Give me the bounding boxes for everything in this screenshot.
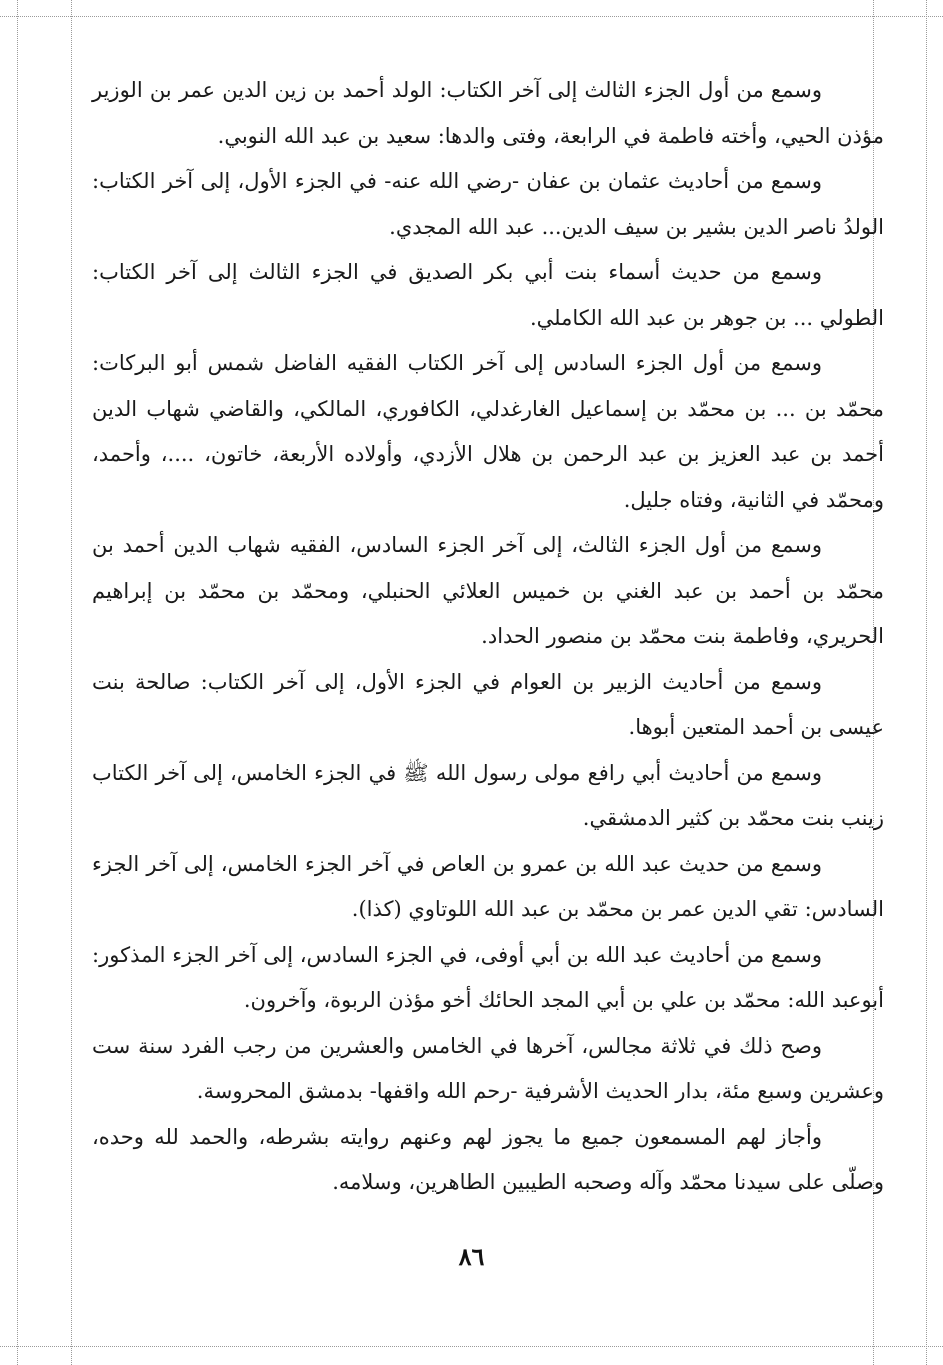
paragraph: وسمع من أول الجزء الثالث إلى آخر الكتاب: الولد أحمد بن زين الدين عمر بن الوزير مؤذن الحيي، وأخته فاطمة في الرابعة، وفتى والدها: سعيد بن عبد الله النوبي. — [92, 78, 884, 148]
paragraph: وسمع من أول الجزء الثالث، إلى آخر الجزء السادس، الفقيه شهاب الدين أحمد بن محمّد بن أحمد بن عبد الغني بن خميس العلائي الحنبلي، ومحمّد بن محمّد بن إبراهيم الحريري، وفاطمة بنت محمّد بن منصور الحداد. — [92, 533, 884, 648]
scan-guide-line — [17, 0, 18, 1365]
page-number: ٨٦ — [458, 1242, 485, 1271]
paragraph: وسمع من أحاديث عبد الله بن أبي أوفى، في الجزء السادس، إلى آخر الجزء المذكور: أبوعبد الله: محمّد بن علي بن أبي المجد الحائك أخو مؤذن الربوة، وآخرون. — [92, 942, 884, 1012]
paragraph: وسمع من أحاديث أبي رافع مولى رسول الله ﷺ في الجزء الخامس، إلى آخر الكتاب زينب بنت محمّد بن كثير الدمشقي. — [92, 760, 884, 830]
paragraph: وسمع من أحاديث الزبير بن العوام في الجزء الأول، إلى آخر الكتاب: صالحة بنت عيسى بن أحمد المتعين أبوها. — [92, 669, 884, 739]
scan-guide-line — [71, 0, 72, 1365]
paragraph: وسمع من أول الجزء السادس إلى آخر الكتاب الفقيه الفاضل شمس أبو البركات: محمّد بن ... بن محمّد بن إسماعيل الغارغدلي، الكافوري، المالكي، والقاضي شهاب الدين أحمد بن عبد العزيز بن عبد الرحمن بن هلال الأزدي، وأولاده الأربعة، خاتون، ....، وأحمد، ومحمّد في الثانية، وفتاه جليل. — [92, 351, 884, 512]
scan-guide-line — [926, 0, 927, 1365]
scan-guide-line — [0, 1346, 943, 1347]
paragraph: وسمع من حديث عبد الله بن عمرو بن العاص في آخر الجزء الخامس، إلى آخر الجزء السادس: تقي الدين عمر بن محمّد بن عبد الله اللوتاوي (كذا). — [92, 851, 884, 921]
paragraph: وصح ذلك في ثلاثة مجالس، آخرها في الخامس والعشرين من رجب الفرد سنة ست وعشرين وسبع مئة، بدار الحديث الأشرفية -رحم الله واقفها- بدمشق المحروسة. — [92, 1033, 884, 1103]
paragraph: وسمع من حديث أسماء بنت أبي بكر الصديق في الجزء الثالث إلى آخر الكتاب: الطولي ... بن جوهر بن عبد الله الكاملي. — [92, 260, 884, 330]
scan-guide-line — [0, 16, 943, 17]
paragraph: وسمع من أحاديث عثمان بن عفان -رضي الله عنه- في الجزء الأول، إلى آخر الكتاب: الولدُ ناصر الدين بشير بن سيف الدين... عبد الله المجدي. — [92, 169, 884, 239]
page-body — [92, 68, 884, 1206]
paragraph: وأجاز لهم المسمعون جميع ما يجوز لهم وعنهم روايته بشرطه، والحمد لله وحده، وصلّى على سيدنا محمّد وآله وصحبه الطيبين الطاهرين، وسلامه. — [92, 1124, 884, 1194]
